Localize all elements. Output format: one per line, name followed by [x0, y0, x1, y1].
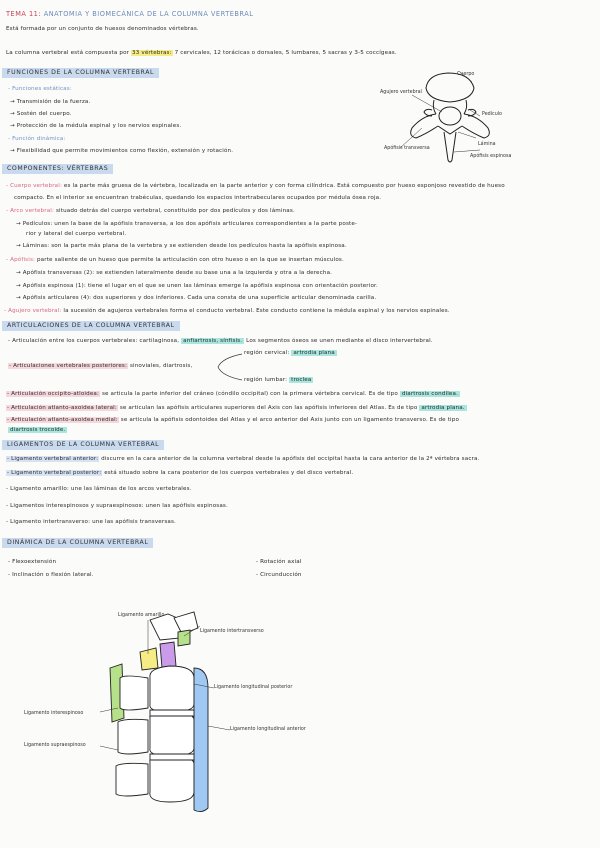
label-apofisis-espinosa: Apófisis espinosa: [470, 154, 512, 159]
apofisis-line: - Apófisis: parte saliente de un hueso que permite la articulación con otro hueso o en la que se insertan músculos.: [6, 257, 344, 263]
intro-line-1: Está formada por un conjunto de huesos denominados vértebras.: [6, 26, 199, 32]
pediculos-line-2: rior y lateral del cuerpo vertebral.: [26, 231, 127, 237]
pediculos-line-1: → Pedículos: unen la base de la apófisis transversa, a los dos apófisis articulares correspondientes a la parte poste-: [16, 221, 358, 227]
laminas-line: → Láminas: son la parte más plana de la vertebra y se extienden desde los pedículos hasta la apófisis espinosa.: [16, 243, 347, 249]
cuerpo-vertebral-line-1: - Cuerpo vertebral: es la parte más gruesa de la vértebra, localizada en la parte anterior y con forma cilíndrica. Está compuesto por hueso esponjoso revestido de hueso: [6, 183, 505, 189]
title-number: TEMA 11:: [6, 10, 42, 18]
intro-line-2: La columna vertebral está compuesta por 33 vértebras: 7 cervicales, 12 torácicas o dorsales, 5 lumbares, 5 sacras y 3-5 coccígeas.: [6, 50, 397, 56]
label-ligamento-longitudinal-anterior: Ligamento longitudinal anterior: [230, 727, 306, 732]
ligamento-anterior-line: - Ligamento vertebral anterior: discurre en la cara anterior de la columna vertebral desde la apófisis del occipital hasta la cara anterior de la 2ª vértebra sacra.: [7, 456, 480, 462]
dinamica-item-circunduccion: - Circunducción: [256, 572, 302, 578]
dinamica-item-inclinacion: - Inclinación o flexión lateral.: [8, 572, 94, 578]
region-lumbar-line: región lumbar: troclea: [244, 377, 312, 383]
vertebra-count-highlight: 33 vértebras:: [132, 50, 172, 56]
section-heading-funciones: FUNCIONES DE LA COLUMNA VERTEBRAL: [2, 68, 159, 78]
articulacion-lateral-line: - Articulación atlanto-axoidea lateral: se articulan las apófisis articulares superiores del Axis con las apófisis inferiores del Atlas. Es de tipo artrodia plana.: [7, 405, 465, 411]
articulaciones-posteriores-line: - Articulaciones vertebrales posteriores: sinoviales, diartrosis,: [9, 363, 193, 369]
label-ligamento-supraespinoso: Ligamento supraespinoso: [24, 743, 86, 748]
region-cervical-line: región cervical: artrodia plana: [244, 350, 335, 356]
funcion-dinamica-item: → Flexibilidad que permite movimientos como flexión, extensión y rotación.: [10, 148, 234, 154]
ligamentos-interespinosos-line: - Ligamentos interespinosos y supraespinosos: unen las apófisis espinosas.: [6, 503, 228, 509]
section-heading-articulaciones: ARTICULACIONES DE LA COLUMNA VERTEBRAL: [2, 321, 180, 331]
funcion-dinamica-label: - Función dinámica:: [8, 136, 66, 142]
agujero-vertebral-line: - Agujero vertebral: la sucesión de agujeros vertebrales forma el conducto vertebral. Este conducto contiene la médula espinal y los nervios espinales.: [4, 308, 450, 314]
articulacion-medial-type: diartrosis trocoide.: [10, 427, 66, 433]
ligamento-amarillo-line: - Ligamento amarillo: une las láminas de los arcos vertebrales.: [6, 486, 192, 492]
bracket-brace: [214, 352, 244, 382]
apofisis-articulares-line: → Apófisis articulares (4): dos superiores y dos inferiores. Cada una consta de una superficie articular denominada carilla.: [16, 295, 377, 301]
dinamica-item-rotacion: - Rotación axial: [256, 559, 302, 565]
label-cuerpo: Cuerpo: [457, 72, 475, 77]
label-lamina: Lámina: [478, 142, 496, 147]
cuerpo-vertebral-line-2: compacto. En el interior se encuentran trabéculas, quedando los espacios intertrabeculares ocupados por médula ósea roja.: [14, 195, 382, 201]
funcion-item-2: → Sostén del cuerpo.: [10, 111, 72, 117]
funcion-item-3: → Protección de la médula espinal y los nervios espinales.: [10, 123, 182, 129]
label-ligamento-longitudinal-posterior: Ligamento longitudinal posterior: [214, 685, 293, 690]
apofisis-transversas-line: → Apófisis transversas (2): se extienden lateralmente desde su base una a la izquierda y otra a la derecha.: [16, 270, 333, 276]
label-apofisis-transversa: Apófisis transversa: [384, 146, 430, 151]
label-ligamento-amarillo: Ligamento amarillo: [118, 613, 165, 618]
ligamento-intertransverso-line: - Ligamento intertransverso: une las apófisis transversas.: [6, 519, 176, 525]
vertebra-diagram: [376, 66, 544, 174]
spine-ligaments-diagram: [90, 608, 240, 818]
articulacion-cuerpos-line: - Articulación entre los cuerpos vertebrales: cartilaginosa, anfiartrosis, sínfisis. Los segmentos óseos se unen mediante el disco intervertebral.: [8, 338, 433, 344]
vertebral-foramen-shape: [439, 107, 461, 125]
dinamica-item-flexoextension: - Flexoextensión: [8, 559, 57, 565]
section-heading-ligamentos: LIGAMENTOS DE LA COLUMNA VERTEBRAL: [2, 440, 164, 450]
articulacion-medial-line: - Articulación atlanto-axoidea medial: se articula la apófisis odontoides del Atlas y el arco anterior del Axis junto con un ligamento transverso. Es de tipo: [7, 417, 460, 423]
section-heading-dinamica: DINÁMICA DE LA COLUMNA VERTEBRAL: [2, 538, 153, 548]
section-heading-componentes: COMPONENTES: VÉRTEBRAS: [2, 164, 113, 174]
title-text: ANATOMIA Y BIOMECÁNICA DE LA COLUMNA VERTEBRAL: [43, 10, 254, 18]
funciones-estaticas-label: - Funciones estáticas:: [8, 86, 72, 92]
arco-vertebral-line: - Arco vertebral: situado detrás del cuerpo vertebral, constituido por dos pedículos y dos láminas.: [6, 208, 295, 214]
label-agujero-vertebral: Agujero vertebral: [380, 90, 422, 95]
funcion-item-1: → Transmisión de la fuerza.: [10, 99, 91, 105]
apofisis-espinosa-line: → Apófisis espinosa (1): tiene el lugar en el que se unen las láminas emerge la apófisis espinosa con orientación posterior.: [16, 283, 378, 289]
ligamento-posterior-line: - Ligamento vertebral posterior: está situado sobre la cara posterior de los cuerpos vertebrales y del disco vertebral.: [7, 470, 354, 476]
articulacion-occipito-line: - Articulación occipito-atloidea: se articula la parte inferior del cráneo (cóndilo occipital) con la primera vértebra cervical. Es de tipo diartrosis condílea.: [7, 391, 458, 397]
label-ligamento-interespinoso: Ligamento interespinoso: [24, 711, 84, 716]
label-ligamento-intertransverso: Ligamento intertransverso: [200, 629, 264, 634]
page-title: [6, 10, 253, 18]
label-pediculo: Pedículo: [482, 112, 502, 117]
